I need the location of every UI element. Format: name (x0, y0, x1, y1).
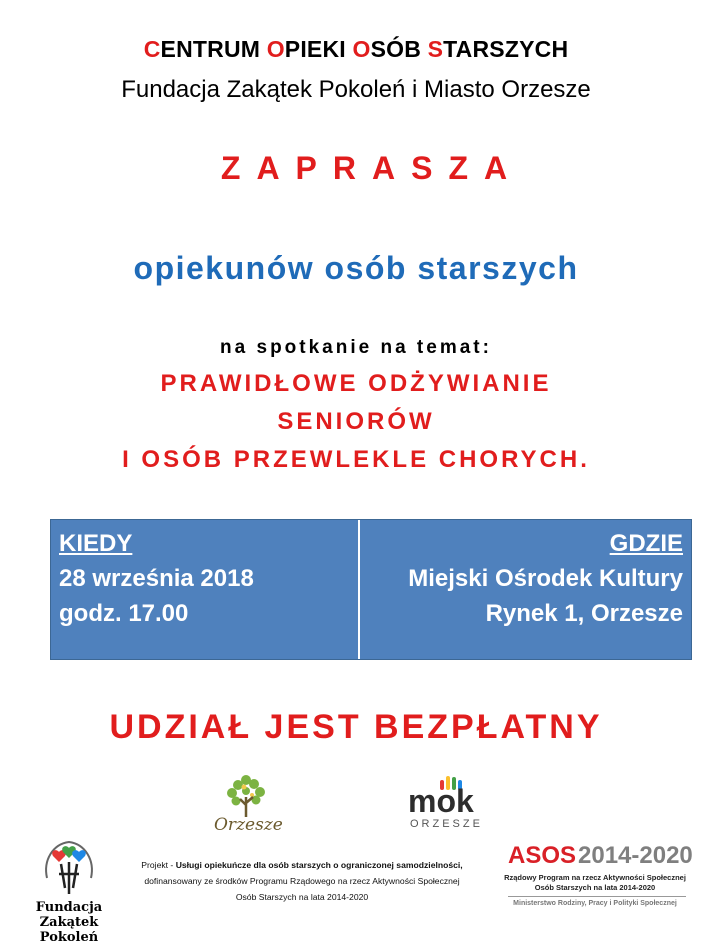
event-place: Miejski Ośrodek Kultury (408, 565, 683, 592)
topic-line: SENIORÓW (277, 408, 435, 435)
asos-ministry-text: Ministerstwo Rodziny, Pracy i Polityki Społecznej (513, 900, 677, 907)
when-heading: KIEDY (59, 530, 133, 557)
family-hearts-icon (39, 838, 99, 898)
event-info-box (50, 519, 692, 660)
title-part: OSÓB (352, 36, 428, 62)
mok-logo-text: mok (408, 783, 474, 819)
audience-heading: opiekunów osób starszych (133, 250, 579, 286)
event-date: 28 września 2018 (59, 565, 254, 592)
organizer-subtitle: Fundacja Zakątek Pokoleń i Miasto Orzesze (121, 76, 591, 103)
orzesze-logo (206, 775, 296, 837)
asos-years: 2014-2020 (578, 842, 693, 869)
where-heading: GDZIE (609, 530, 683, 557)
fundacja-logo-text: Fundacja Zakątek Pokoleń (35, 900, 103, 945)
free-participation-notice: UDZIAŁ JEST BEZPŁATNY (109, 708, 603, 746)
asos-name: ASOS (508, 842, 577, 869)
title-part: CENTRUM (143, 36, 267, 62)
title-part: OPIEKI (266, 36, 353, 62)
mok-logo (408, 776, 492, 832)
center-title (0, 36, 712, 63)
event-time: godz. 17.00 (59, 600, 189, 627)
project-funding-note: Projekt - Usługi opiekuńcze dla osób starszych o ograniczonej samodzielności, dofinansowany ze środków Programu Rządowego na rzecz Aktywności Społecznej Osób Starszych na lata 2014-2020 (141, 860, 463, 902)
title-part: STARSZYCH (427, 36, 569, 62)
where-column (408, 526, 683, 631)
meeting-intro: na spotkanie na temat: (220, 337, 492, 358)
invite-heading: ZAPRASZA (220, 150, 524, 186)
topic-line: I OSÓB PRZEWLEKLE CHORYCH. (122, 446, 590, 473)
asos-divider (508, 896, 686, 897)
asos-logo (500, 840, 695, 915)
event-address: Rynek 1, Orzesze (485, 600, 683, 627)
mok-logo-city: ORZESZE (410, 818, 483, 830)
topic-line: PRAWIDŁOWE ODŻYWIANIE (160, 370, 552, 397)
when-column (59, 526, 254, 631)
info-divider (358, 520, 360, 659)
tree-icon (206, 775, 296, 820)
orzesze-logo-text: Orzesze (214, 815, 283, 835)
asos-program-text: Rządowy Program na rzecz Aktywności Społecznej Osób Starszych na lata 2014-2020 (504, 873, 686, 892)
fundacja-logo (14, 838, 124, 945)
